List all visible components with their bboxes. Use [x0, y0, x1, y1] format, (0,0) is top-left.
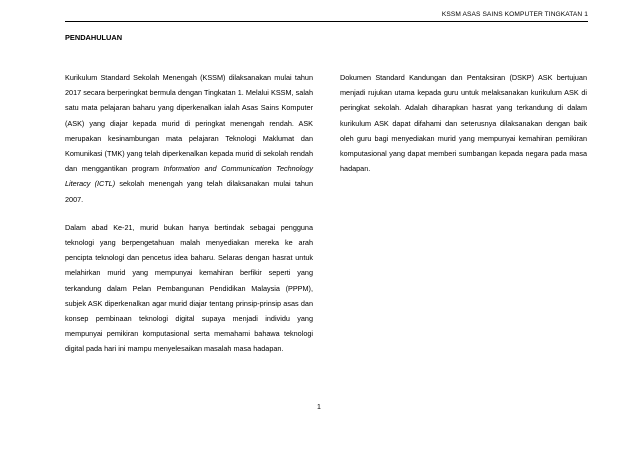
section-title: PENDAHULUAN: [65, 33, 123, 42]
right-column: [340, 70, 587, 176]
intro-italic-term: Information and Communication Technology Literacy (ICTL): [65, 164, 313, 189]
header-divider: [65, 21, 588, 22]
intro-paragraph: [65, 70, 313, 207]
left-column: [65, 70, 313, 357]
intro-text-part2: sekolah menengah yang telah dilaksanakan mulai tahun 2007.: [65, 179, 313, 204]
century-paragraph: Dalam abad Ke-21, murid bukan hanya bertindak sebagai pengguna teknologi yang berpengetahuan malah menyediakan mereka ke arah pencipta teknologi dan pencetus idea baharu. Selaras dengan hasrat untuk melahirkan murid yang mempunyai kemahiran berfikir seperti yang terkandung dalam Pelan Pembangunan Pendidikan Malaysia (PPPM), subjek ASK diperkenalkan agar murid diajar tentang prinsip-prinsip asas dan konsep pembinaan teknologi digital supaya menjadi individu yang mempunyai pemikiran komputasional serta memahami bahawa teknologi digital pada hari ini mampu menyelesaikan masalah masa hadapan.: [65, 222, 313, 354]
intro-text-part1: Kurikulum Standard Sekolah Menengah (KSSM) dilaksanakan mulai tahun 2017 secara berperingkat bermula dengan Tingkatan 1. Melalui KSSM, salah satu mata pelajaran baharu yang diperkenalkan ialah Asas Sains Komputer (ASK) yang diajar kepada murid di peringkat menengah rendah. ASK merupakan kesinambungan mata pelajaran Teknologi Maklumat dan Komunikasi (TMK) yang telah diperkenalkan kepada murid di sekolah rendah dan menggantikan program: [65, 73, 313, 174]
dskp-paragraph: Dokumen Standard Kandungan dan Pentaksiran (DSKP) ASK bertujuan menjadi rujukan utama kepada guru untuk melaksanakan kurikulum ASK di peringkat sekolah. Adalah diharapkan hasrat yang terkandung di dalam kurikulum ASK dapat difahami dan seterusnya dilaksanakan dengan baik oleh guru bagi menyediakan murid yang mempunyai kemahiran pemikiran komputasional yang dapat memberi sumbangan kepada negara pada masa hadapan.: [340, 73, 587, 174]
page-number: 1: [317, 404, 321, 411]
running-header: KSSM ASAS SAINS KOMPUTER TINGKATAN 1: [441, 11, 588, 18]
